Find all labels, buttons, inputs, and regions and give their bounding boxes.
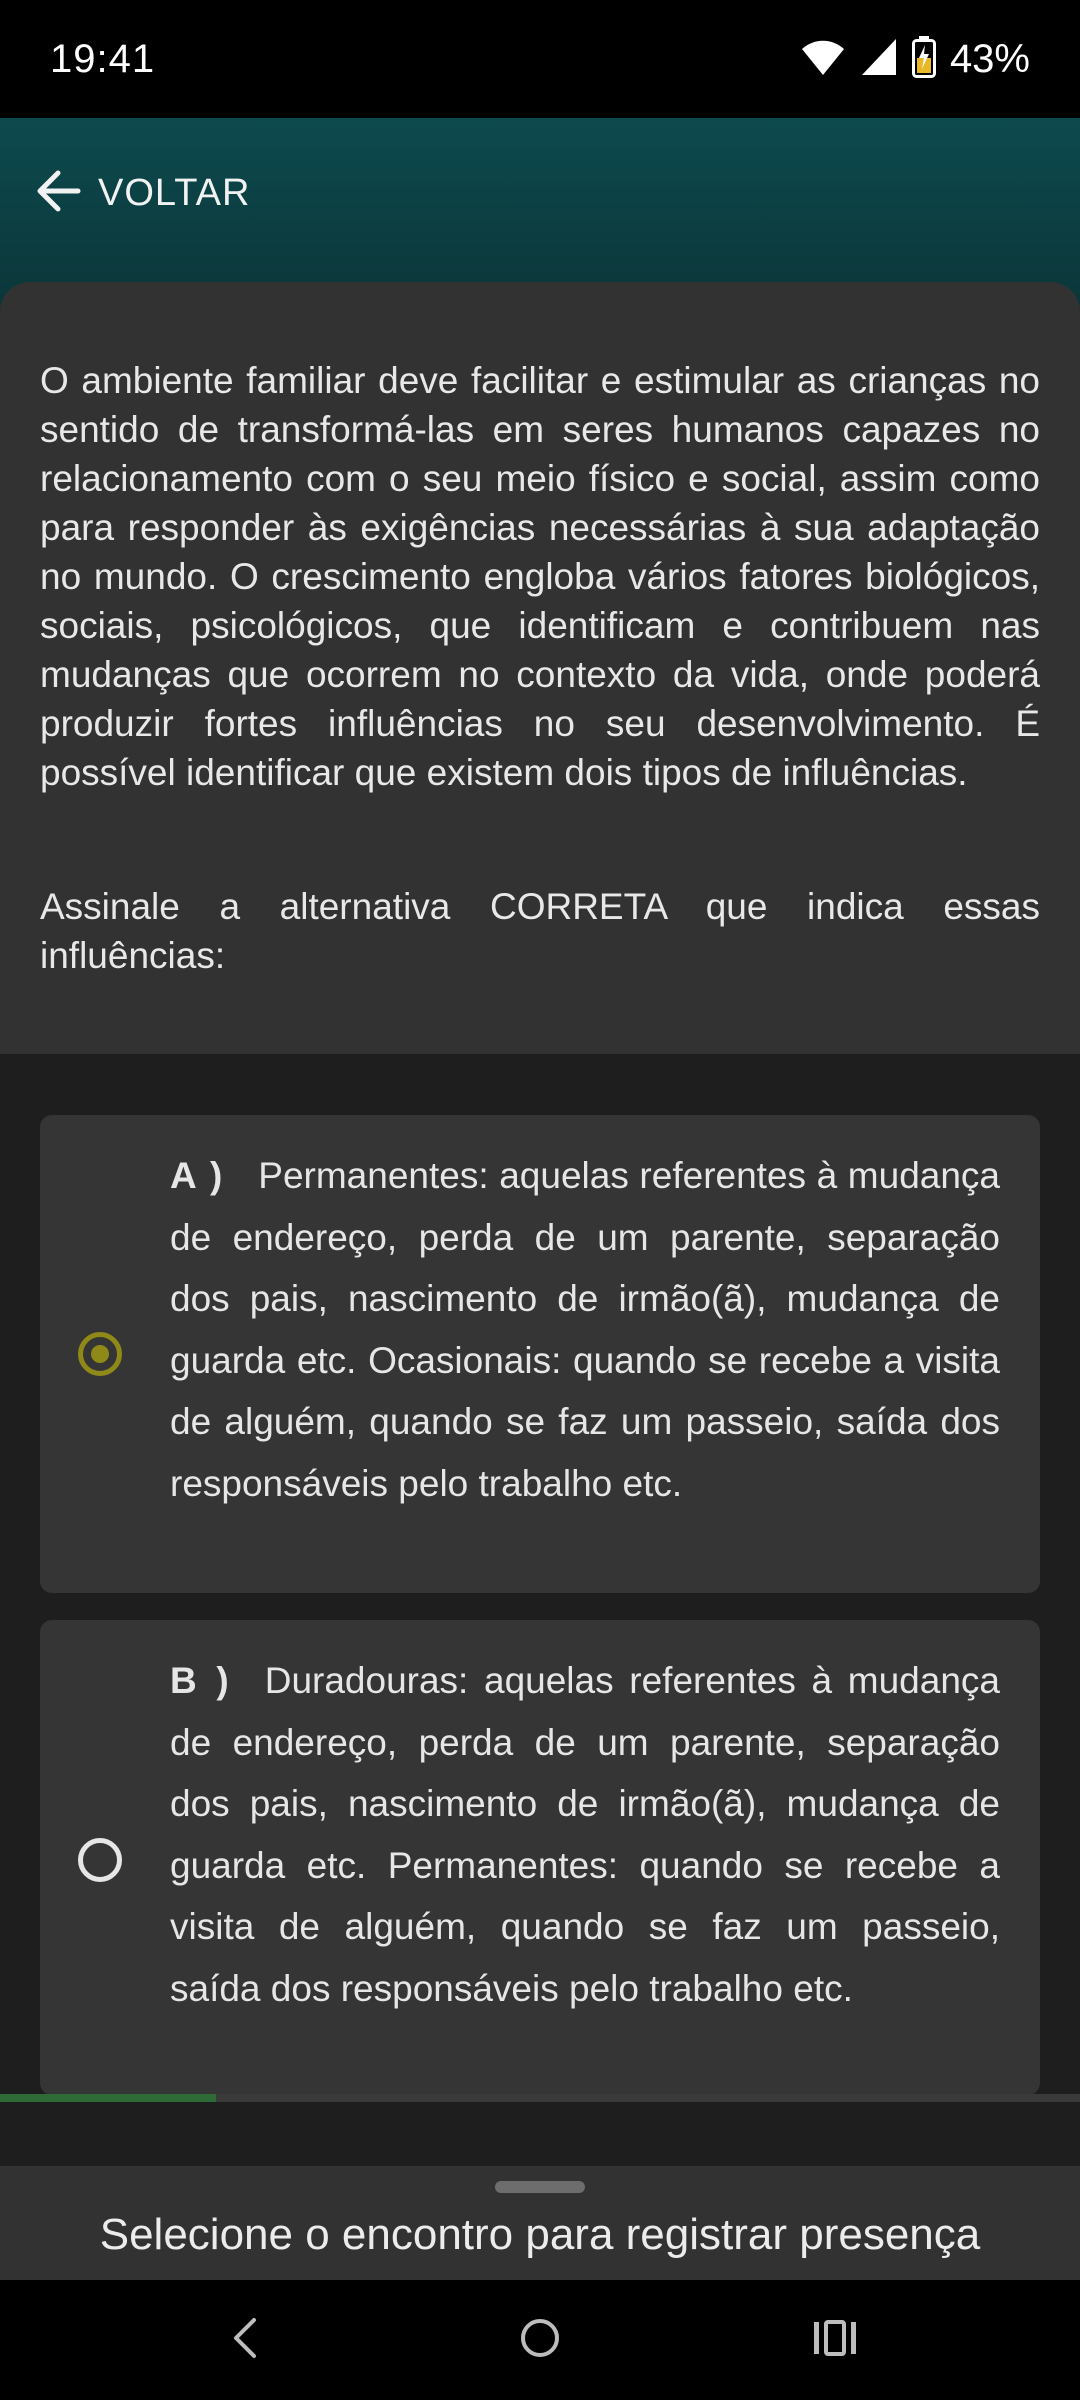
wifi-icon bbox=[800, 37, 846, 82]
option-a-letter: A ) bbox=[170, 1155, 225, 1196]
navigation-bar bbox=[0, 2280, 1080, 2400]
option-b-text bbox=[170, 1650, 1000, 2019]
status-bar bbox=[0, 0, 1080, 118]
back-label: VOLTAR bbox=[98, 171, 251, 214]
radio-option-b[interactable] bbox=[78, 1838, 122, 1882]
battery-percent: 43% bbox=[949, 36, 1030, 81]
radio-option-a[interactable] bbox=[78, 1332, 122, 1376]
option-b-letter: B ) bbox=[170, 1660, 231, 1701]
option-a[interactable] bbox=[40, 1115, 1040, 1593]
nav-home-icon bbox=[518, 2316, 562, 2365]
question-prompt: Assinale a alternativa CORRETA que indica essas influências: bbox=[40, 886, 1040, 976]
option-b[interactable] bbox=[40, 1620, 1040, 2095]
nav-back-icon bbox=[230, 2316, 260, 2365]
battery-icon bbox=[912, 36, 936, 83]
nav-home-button[interactable] bbox=[510, 2310, 570, 2370]
status-icons bbox=[800, 36, 1030, 83]
sheet-drag-handle[interactable] bbox=[495, 2181, 585, 2193]
cell-signal-icon bbox=[860, 37, 898, 82]
question-text: O ambiente familiar deve facilitar e estimular as crianças no sentido de transformá-las em seres humanos capazes no relacionamento com o seu meio físico e social, assim como para responder às exigências necessárias à sua adaptação no mundo. O crescimento engloba vários fatores biológicos, sociais, psicológicos, que identificam e contribuem nas mudanças que ocorrem no contexto da vida, onde poderá produzir fortes influências no seu desenvolvimento. É possível identificar que existem dois tipos de influências. bbox=[40, 360, 1040, 793]
arrow-left-icon bbox=[36, 169, 82, 218]
option-a-text bbox=[170, 1145, 1000, 1514]
bottom-sheet[interactable] bbox=[0, 2166, 1080, 2280]
progress-bar bbox=[0, 2094, 1080, 2102]
nav-recents-icon bbox=[811, 2318, 859, 2363]
progress-fill bbox=[0, 2094, 216, 2102]
option-a-body: Permanentes: aquelas referentes à mudança de endereço, perda de um parente, separação dos pais, nascimento de irmão(ã), mudança de guarda etc. Ocasionais: quando se recebe a visita de alguém, quando se faz um passeio, saída dos responsáveis pelo trabalho etc. bbox=[170, 1155, 1001, 1504]
nav-recents-button[interactable] bbox=[805, 2310, 865, 2370]
bottom-sheet-title[interactable]: Selecione o encontro para registrar presença bbox=[99, 2210, 981, 2259]
nav-back-button[interactable] bbox=[215, 2310, 275, 2370]
back-button[interactable] bbox=[36, 158, 250, 228]
app-header bbox=[0, 118, 1080, 308]
option-b-body: Duradouras: aquelas referentes à mudança de endereço, perda de um parente, separação dos pais, nascimento de irmão(ã), mudança de guarda etc. Permanentes: quando se recebe a visita de alguém, quando se faz um passeio, saída dos responsáveis pelo trabalho etc. bbox=[170, 1660, 1000, 2009]
status-time: 19:41 bbox=[50, 36, 156, 81]
